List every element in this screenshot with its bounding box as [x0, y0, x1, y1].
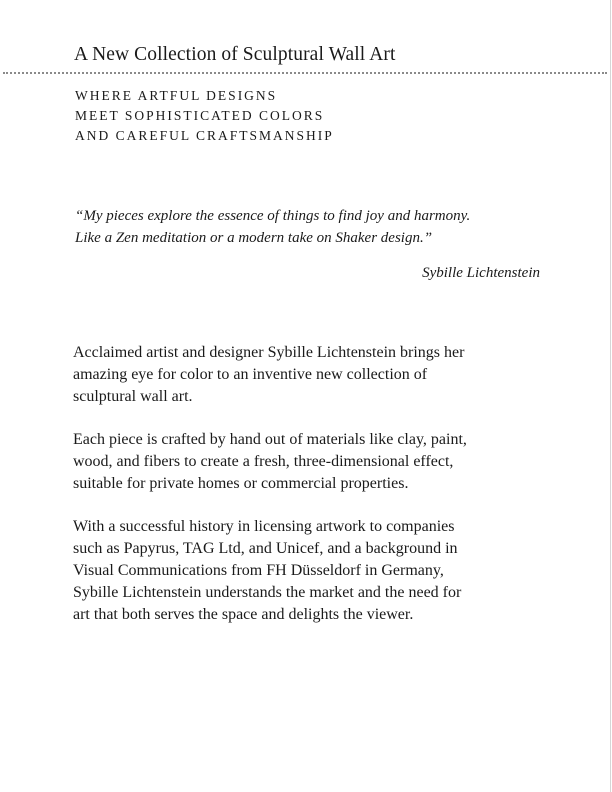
tagline-line: WHERE ARTFUL DESIGNS: [75, 88, 278, 103]
paragraph-line: wood, and fibers to create a fresh, three-dimensional effect,: [73, 453, 454, 470]
artist-quote: [75, 205, 545, 249]
paragraph-line: Visual Communications from FH Düsseldorf in Germany,: [73, 562, 444, 579]
paragraph-line: With a successful history in licensing artwork to companies: [73, 518, 455, 535]
paragraph-line: Acclaimed artist and designer Sybille Lichtenstein brings her: [73, 344, 465, 361]
tagline-line: MEET SOPHISTICATED COLORS: [75, 108, 325, 123]
paragraph-line: sculptural wall art.: [73, 388, 193, 405]
paragraph-line: Sybille Lichtenstein understands the market and the need for: [73, 584, 462, 601]
quote-attribution: Sybille Lichtenstein: [422, 265, 540, 281]
paragraph-line: suitable for private homes or commercial properties.: [73, 475, 409, 492]
quote-line: Like a Zen meditation or a modern take on Shaker design.”: [75, 230, 433, 246]
body-paragraph: [73, 342, 553, 408]
body-paragraph: [73, 429, 553, 495]
paragraph-line: Each piece is crafted by hand out of materials like clay, paint,: [73, 431, 467, 448]
paragraph-line: amazing eye for color to an inventive new collection of: [73, 366, 428, 383]
paragraph-line: art that both serves the space and delights the viewer.: [73, 606, 414, 623]
tagline-line: AND CAREFUL CRAFTSMANSHIP: [75, 128, 334, 143]
page-title: A New Collection of Sculptural Wall Art: [74, 44, 396, 65]
tagline: [75, 86, 334, 146]
paragraph-line: such as Papyrus, TAG Ltd, and Unicef, and a background in: [73, 540, 458, 557]
dotted-divider: [3, 72, 607, 74]
body-text: [73, 342, 553, 647]
body-paragraph: [73, 516, 553, 626]
quote-line: “My pieces explore the essence of things to find joy and harmony.: [75, 208, 471, 224]
